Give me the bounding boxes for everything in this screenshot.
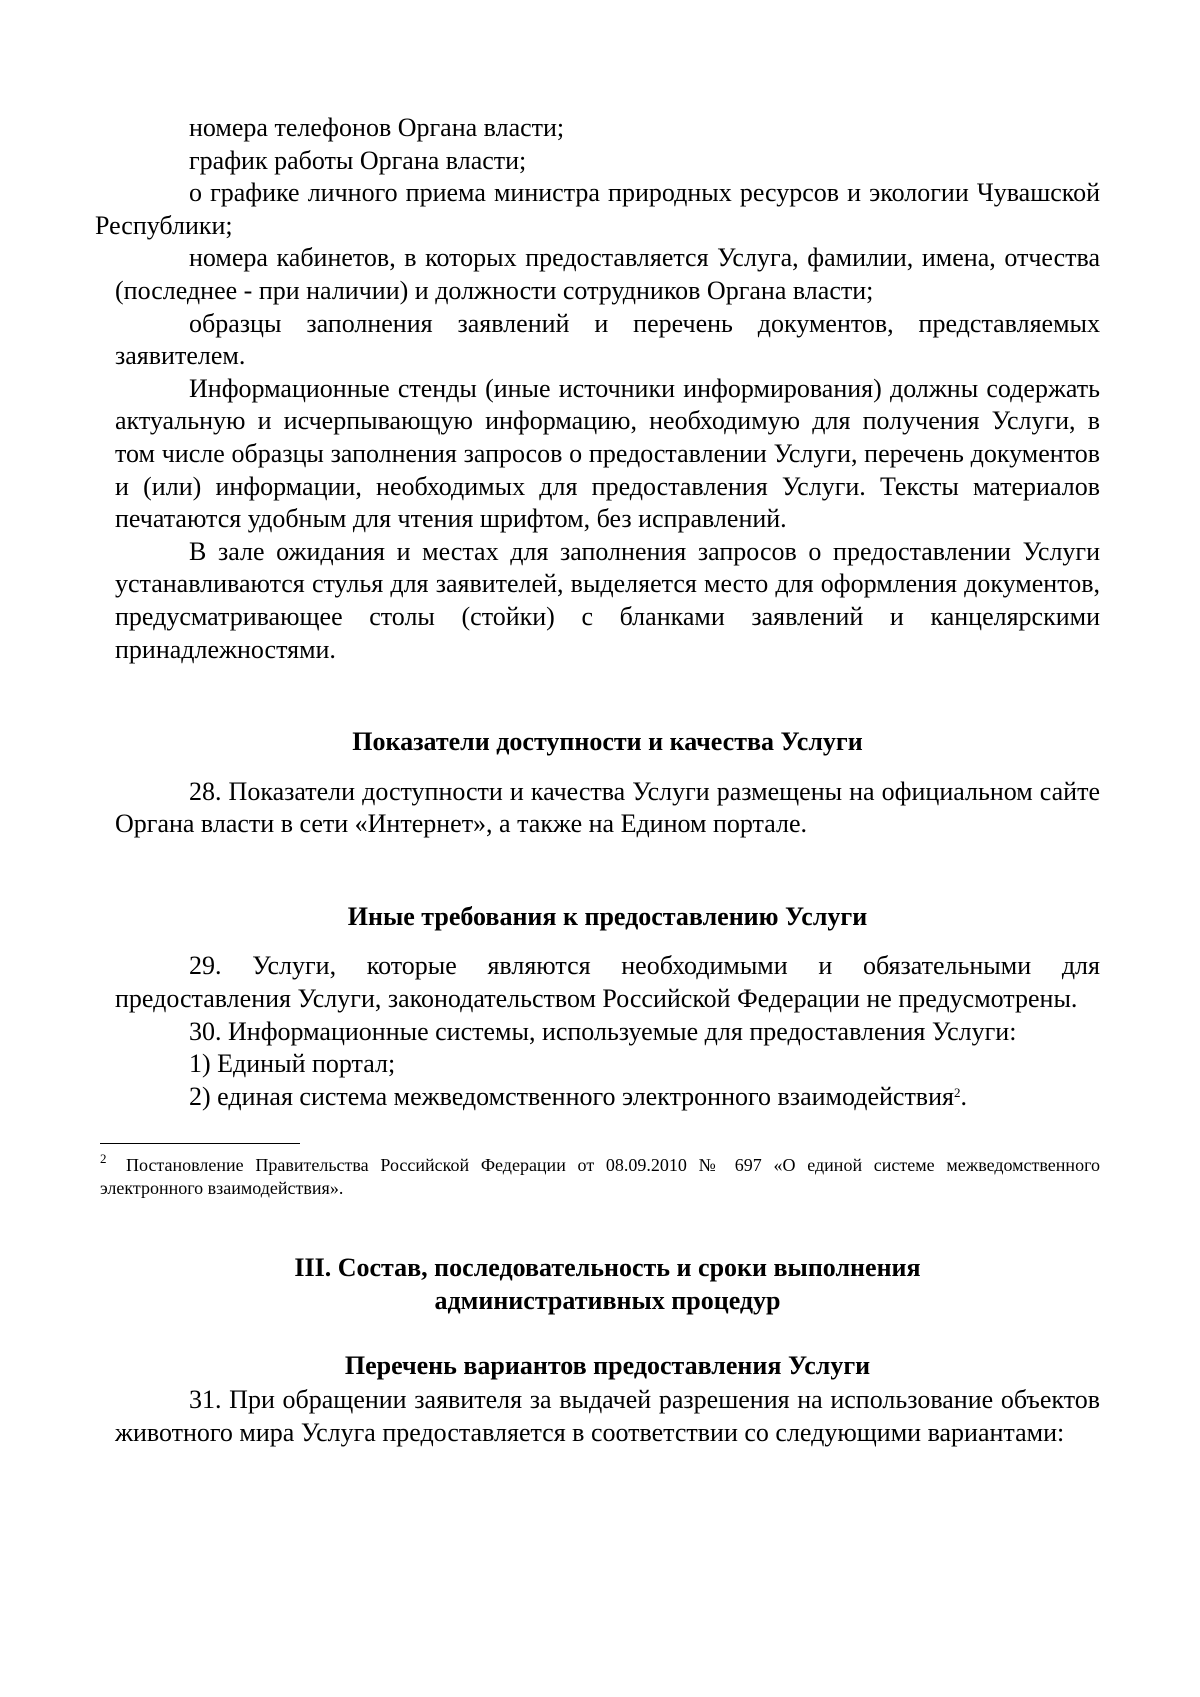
paragraph-28: 28. Показатели доступности и качества Услуги размещены на официальном сайте Органа власти в сети «Интернет», а также на Едином портале. [115,776,1100,839]
paragraph-30: 30. Информационные системы, используемые для предоставления Услуги: [189,1016,1017,1046]
paragraph-30-item-2 [115,1081,1100,1114]
heading-other-requirements: Иные требования к предоставлению Услуги [347,901,868,931]
paragraph-30-item-1: 1) Единый портал; [189,1049,396,1079]
heading-section-3-line-1: III. Состав, последовательность и сроки выполнения [294,1253,921,1283]
paragraph-31: 31. При обращении заявителя за выдачей разрешения на использование объектов животного мира Услуга предоставляется в соответствии со следующими вариантами: [115,1385,1100,1447]
heading-section-3-line-2: административных процедур [434,1286,781,1316]
paragraph-30-item-2-text: 2) единая система межведомственного электронного взаимодействия [189,1081,954,1111]
heading-quality-indicators: Показатели доступности и качества Услуги [352,727,863,757]
footnote-separator [100,1143,300,1144]
footnote-reference-2[interactable]: 2 [953,1084,961,1100]
footnote-2: $^2$ Постановление Правительства Российской Федерации от 08.09.2010 № 697 «О единой системе межведомственного электронного взаимодействия». [100,1151,1100,1199]
paragraph-waiting-hall: В зале ожидания и местах для заполнения запросов о предоставлении Услуги устанавливаются стулья для заявителей, выделяется место для оформления документов, предусматривающее столы (стойки) с бланками заявлений и канцелярскими принадлежностями. [115,536,1100,664]
intro-line-offices: номера кабинетов, в которых предоставляется Услуга, фамилии, имена, отчества (последнее - при наличии) и должности сотрудников Органа власти; [115,243,1100,305]
intro-line-reception: о графике личного приема министра природных ресурсов и экологии Чувашской Республики; [95,178,1100,240]
intro-line-schedule: график работы Органа власти; [189,145,527,175]
heading-variants-list: Перечень вариантов предоставления Услуги [344,1350,871,1380]
paragraph-29: 29. Услуги, которые являются необходимыми и обязательными для предоставления Услуги, законодательством Российской Федерации не предусмотрены. [115,951,1100,1014]
intro-line-phones: номера телефонов Органа власти; [189,113,565,142]
page-content [95,112,1100,1449]
intro-line-samples: образцы заполнения заявлений и перечень документов, представляемых заявителем. [115,308,1100,371]
paragraph-information-stands: Информационные стенды (иные источники информирования) должны содержать актуальную и исчерпывающую информацию, необходимую для получения Услуги, в том числе образцы заполнения запросов о предоставлении Услуги, перечень документов и (или) информации, необходимых для предоставления Услуги. Тексты материалов печатаются удобным для чтения шрифтом, без исправлений. [115,373,1100,534]
paragraph-30-item-2-end: . [960,1081,967,1111]
footnote-text: Постановление Правительства Российской Федерации от 08.09.2010 № 697 «О единой системе межведомственного электронного взаимодействия». [100,1155,1100,1199]
